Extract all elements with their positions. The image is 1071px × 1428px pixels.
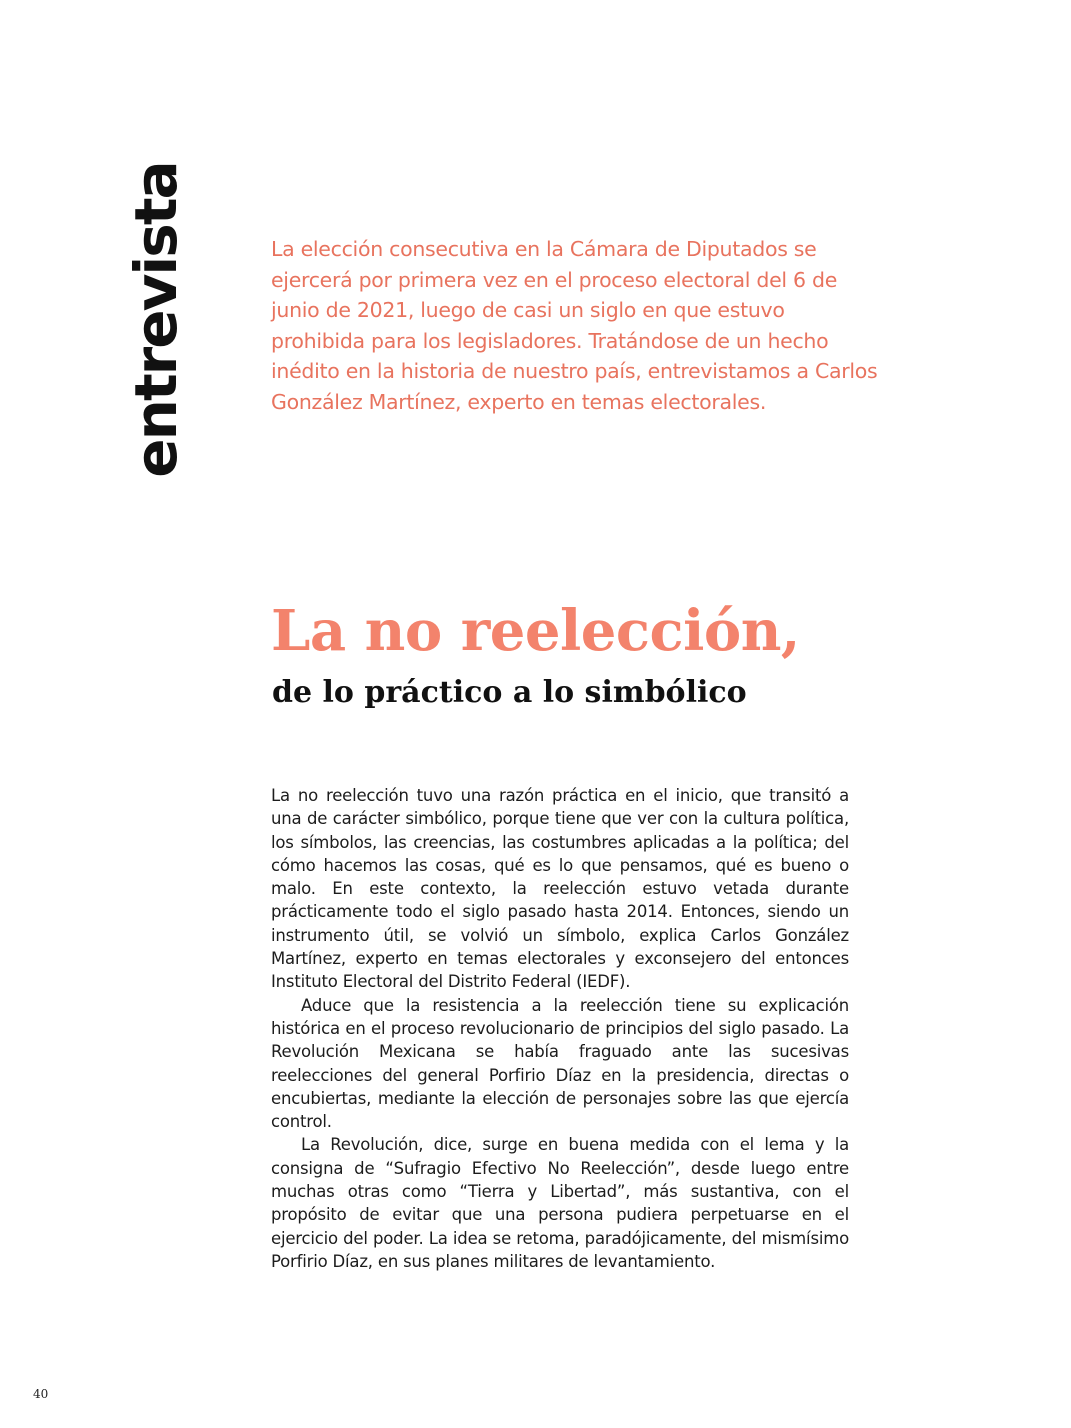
- body-paragraph: La Revolución, dice, surge en buena medida con el lema y la consigna de “Sufragio Efectivo No Reelección”, desde luego entre muchas otras como “Tierra y Libertad”, más sustantiva, con el propósito de evitar que una persona pudiera perpetuarse en el ejercicio del poder. La idea se retoma, paradójicamente, del mismísimo Porfirio Díaz, en sus planes militares de levantamiento.: [271, 1135, 849, 1271]
- article-subtitle: de lo práctico a lo simbólico: [272, 675, 747, 710]
- intro-paragraph: La elección consecutiva en la Cámara de Diputados se ejercerá por primera vez en el proceso electoral del 6 de junio de 2021, luego de casi un siglo en que estuvo prohibida para los legisladores. Tratándose de un hecho inédito en la historia de nuestro país, entrevistamos a Carlos González Martínez, experto en temas electorales.: [271, 237, 878, 414]
- section-label-text: entrevista: [122, 162, 190, 478]
- article-body: [271, 784, 849, 1273]
- body-paragraph: La no reelección tuvo una razón práctica en el inicio, que transitó a una de carácter simbólico, porque tiene que ver con la cultura política, los símbolos, las creencias, las costumbres aplicadas a la política; del cómo hacemos las cosas, qué es lo que pensamos, qué es bueno o malo. En este contexto, la reelección estuvo vetada durante prácticamente todo el siglo pasado hasta 2014. Entonces, siendo un instrumento útil, se volvió un símbolo, explica Carlos González Martínez, experto en temas electorales y exconsejero del entonces Instituto Electoral del Distrito Federal (IEDF).: [271, 786, 849, 992]
- section-label: [122, 160, 190, 480]
- article-title: La no reelección,: [271, 598, 800, 664]
- page-number: 40: [33, 1387, 49, 1401]
- body-paragraph: Aduce que la resistencia a la reelección tiene su explicación histórica en el proceso revolucionario de principios del siglo pasado. La Revolución Mexicana se había fraguado ante las sucesivas reelecciones del general Porfirio Díaz en la presidencia, directas o encubiertas, mediante la elección de personajes sobre las que ejercía control.: [271, 995, 849, 1132]
